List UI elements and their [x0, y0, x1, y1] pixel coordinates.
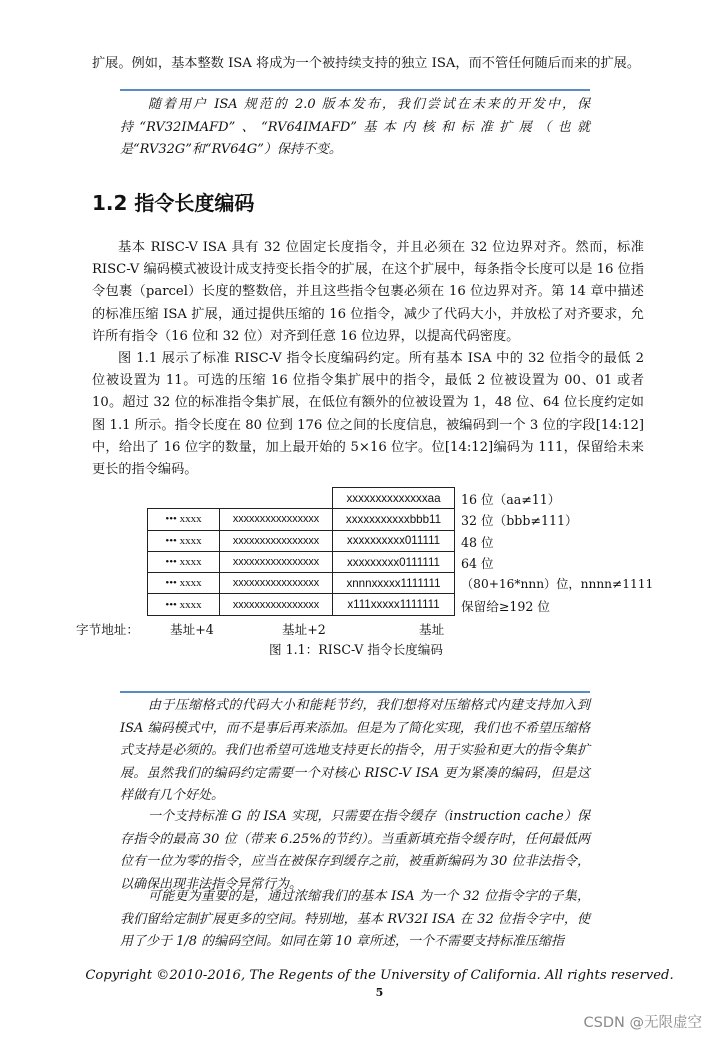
encoding-cell: ••• xxxx: [148, 551, 220, 572]
encoding-cell: xxxxxxxxxxxxxxxx: [220, 509, 333, 530]
encoding-cell: ••• xxxx: [148, 594, 220, 615]
encoding-row-80-176: [148, 573, 455, 594]
encoding-cell: xxxxxxxxxxxxxxxx: [220, 551, 333, 572]
copyright-footer: Copyright ©2010-2016, The Regents of the University of California. All rights reserved.: [85, 968, 674, 983]
encoding-row-48: [148, 530, 455, 551]
encoding-cell: [148, 488, 220, 509]
byte-address-label: 字节地址：: [76, 622, 139, 637]
encoding-row-64: [148, 551, 455, 572]
length-label: （80+16*nnn）位，nnnn≠1111: [461, 577, 654, 591]
note2-paragraph-2: 一个支持标准 G 的 ISA 实现，只需要在指令缓存（instruction cache）保存指令的最高 30 位（带来 6.25%的节约）。当重新填充指令缓存时，任何最低两位有一位为零的指令，应当在被保存到缓存之前，被重新编码为 30 位非法指令，以确保出现非法指令异常行为。: [120, 809, 590, 892]
address-base: 基址: [419, 622, 445, 637]
encoding-cell: xxxxxxxxxxxxxxaa: [333, 488, 455, 509]
encoding-cell: xxxxxxxxxxxxxxxx: [220, 573, 333, 594]
address-base-plus-4: 基址+4: [170, 622, 214, 637]
length-label: 48 位: [461, 535, 494, 550]
note1-top-rule: [120, 89, 590, 91]
encoding-cell: [220, 488, 333, 509]
section-title: 1.2 指令长度编码: [92, 191, 255, 215]
encoding-row-16: [148, 488, 455, 509]
length-label: 16 位（aa≠11）: [461, 492, 561, 507]
note2-top-rule: [120, 691, 590, 693]
address-base-plus-2: 基址+2: [282, 622, 326, 637]
encoding-cell: xxxxxxxxxx011111: [333, 530, 455, 551]
encoding-row-192: [148, 594, 455, 615]
length-label: 64 位: [461, 556, 494, 571]
note2-paragraph-3: 可能更为重要的是，通过浓缩我们的基本 ISA 为一个 32 位指令字的子集，我们留给定制扩展更多的空间。特别地，基本 RV32I ISA 在 32 位指令字中，使用了少于 1/8 的编码空间。如同在第 10 章所述，一个不需要支持标准压缩指: [120, 889, 590, 950]
encoding-cell: xxxxxxxxxxxbbb11: [333, 509, 455, 530]
instruction-length-encoding-figure: [147, 487, 455, 616]
paragraph-2: 图 1.1 展示了标准 RISC-V 指令长度编码约定。所有基本 ISA 中的 32 位指令的最低 2 位被设置为 11。可选的压缩 16 位指令集扩展中的指令，最低 2 位被设置为 00、01 或者 10。超过 32 位的标准指令集扩展，在低位有额外的位被设置为 1，48 位、64 位长度约定如图 1.1 所示。指令长度在 80 位到 176 位之间的长度信息，被编码到一个 3 位的字段[14:12]中，给出了 16 位字的数量，加上最开始的 5×16 位字。位[14:12]编码为 111，保留给未来更长的指令编码。: [92, 351, 644, 478]
encoding-cell: ••• xxxx: [148, 530, 220, 551]
length-label: 保留给≥192 位: [461, 599, 550, 614]
figure-caption: 图 1.1：RISC-V 指令长度编码: [269, 642, 443, 657]
encoding-cell: ••• xxxx: [148, 573, 220, 594]
encoding-cell: xxxxxxxxxxxxxxxx: [220, 530, 333, 551]
encoding-row-32: [148, 509, 455, 530]
intro-line: 扩展。例如，基本整数 ISA 将成为一个被持续支持的独立 ISA，而不管任何随后而来的扩展。: [92, 56, 641, 71]
watermark: CSDN @无限虚空: [583, 1015, 702, 1031]
page-number: 5: [375, 986, 384, 999]
length-label: 32 位（bbb≠111）: [461, 513, 578, 528]
encoding-cell: x111xxxxx1111111: [333, 594, 455, 615]
encoding-cell: xnnnxxxxx1111111: [333, 573, 455, 594]
note1-text: 随着用户 ISA 规范的 2.0 版本发布，我们尝试在未来的开发中，保持“RV32IMAFD”、“RV64IMAFD”基本内核和标准扩展（也就是“RV32G”和“RV64G”）保持不变。: [120, 97, 590, 158]
encoding-cell: ••• xxxx: [148, 509, 220, 530]
encoding-cell: xxxxxxxxx0111111: [333, 551, 455, 572]
encoding-cell: xxxxxxxxxxxxxxxx: [220, 594, 333, 615]
paragraph-1: 基本 RISC-V ISA 具有 32 位固定长度指令，并且必须在 32 位边界对齐。然而，标准 RISC-V 编码模式被设计成支持变长指令的扩展，在这个扩展中，每条指令长度可以是 16 位指令包裹（parcel）长度的整数倍，并且这些指令包裹必须在 16 位边界对齐。第 14 章中描述的标准压缩 ISA 扩展，通过提供压缩的 16 位指令，减少了代码大小，并放松了对齐要求，允许所有指令（16 位和 32 位）对齐到任意 16 位边界，以提高代码密度。: [92, 240, 644, 344]
note2-paragraph-1: 由于压缩格式的代码大小和能耗节约，我们想将对压缩格式内建支持加入到 ISA 编码模式中，而不是事后再来添加。但是为了简化实现，我们也不希望压缩格式支持是必须的。我们也希望可选地支持更长的指令，用于实验和更大的指令集扩展。虽然我们的编码约定需要一个对核心 RISC-V ISA 更为紧凑的编码，但是这样做有几个好处。: [120, 698, 590, 804]
